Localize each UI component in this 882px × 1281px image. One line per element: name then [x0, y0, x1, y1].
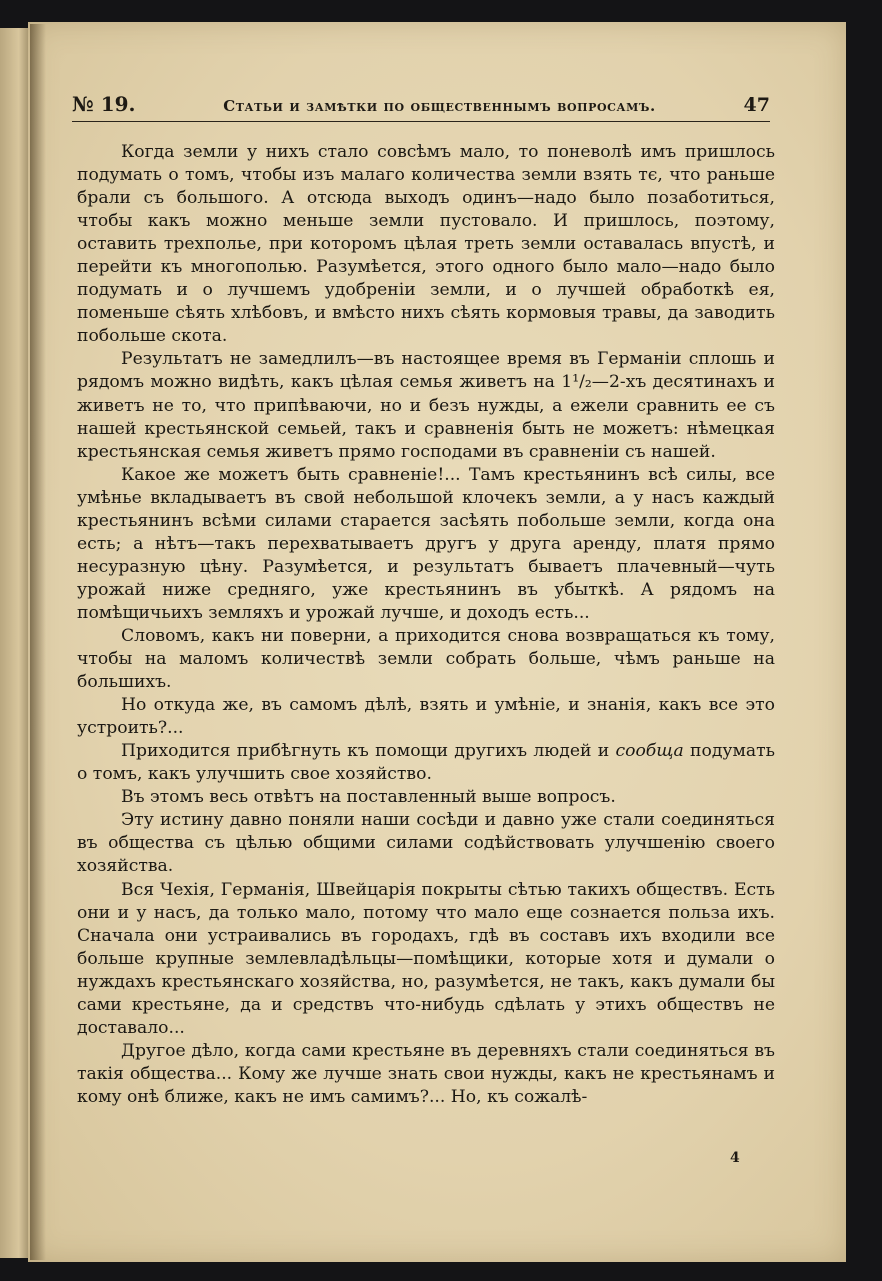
running-title: Статьи и замѣтки по общественнымъ вопросамъ. — [223, 97, 656, 115]
paragraph — [77, 740, 775, 786]
italic-word: сообща — [615, 741, 684, 762]
running-header — [72, 92, 770, 122]
paragraph: Какое же можетъ быть сравненіе!... Тамъ крестьянинъ всѣ силы, все умѣнье вкладываетъ въ свой небольшой клочекъ земли, а у насъ каждый крестьянинъ всѣми силами старается засѣять побольше земли, когда она есть; а нѣтъ—такъ перехватываетъ другъ у друга аренду, платя прямо несуразную цѣну. Разумѣется, и результатъ бываетъ плачевный—чуть урожай ниже средняго, уже крестьянинъ въ убыткѣ. А рядомъ на помѣщичьихъ земляхъ и урожай лучше, и доходъ есть... — [77, 464, 775, 623]
paragraph: Вся Чехія, Германія, Швейцарія покрыты сѣтью такихъ обществъ. Есть они и у насъ, да только мало, потому что мало еще сознается польза ихъ. Сначала они устраивались въ городахъ, гдѣ въ составъ ихъ входили все больше крупные землевладѣльцы—помѣщики, которые хотя и думали о нуждахъ крестьянскаго хозяйства, но, разумѣется, не такъ, какъ думали бы сами крестьяне, да и средствъ что-нибудь сдѣлать у этихъ обществъ не доставало... — [77, 879, 775, 1038]
header-rule — [72, 121, 770, 122]
paragraph: Когда земли у нихъ стало совсѣмъ мало, то поневолѣ имъ пришлось подумать о томъ, чтобы изъ малаго количества земли взять тє, что раньше брали съ большого. А отсюда выходъ одинъ—надо было позаботиться, чтобы какъ можно меньше земли пустовало. И пришлось, поэтому, оставить трехполье, при которомъ цѣлая треть земли оставалась впустѣ, и перейти къ многополью. Разумѣется, этого одного было мало—надо было подумать и о лучшемъ удобреніи земли, и о лучшей обработкѣ ея, поменьше сѣять хлѣбовъ, и вмѣсто нихъ сѣять кормовыя травы, да заводить побольше скота. — [77, 142, 775, 347]
paragraph: Но откуда же, въ самомъ дѣлѣ, взять и умѣніе, и знанія, какъ все это устроить?... — [77, 695, 775, 739]
signature-mark: 4 — [730, 1150, 740, 1166]
spine-shadow — [30, 24, 46, 1260]
paragraph: Словомъ, какъ ни поверни, а приходится снова возвращаться къ тому, чтобы на маломъ количествѣ земли собрать больше, чѣмъ раньше на большихъ. — [77, 625, 775, 693]
paragraph: Результатъ не замедлилъ—въ настоящее время въ Германіи сплошь и рядомъ можно видѣть, какъ цѣлая семья живетъ на 1¹/₂—2-хъ десятинахъ и живетъ не то, что припѣваючи, но и безъ нужды, а ежели сравнить ее съ нашей крестьянской семьей, такъ и сравненія быть не можетъ: нѣмецкая крестьянская семья живетъ прямо господами въ сравненіи съ нашей. — [77, 349, 775, 462]
issue-number: № 19. — [72, 92, 136, 116]
body-text — [77, 141, 775, 1109]
page-number: 47 — [743, 94, 770, 116]
paragraph: Въ этомъ весь отвѣтъ на поставленный выше вопросъ. — [121, 787, 616, 808]
paragraph: Другое дѣло, когда сами крестьяне въ деревняхъ стали соединяться въ такія общества... Кому же лучше знать свои нужды, какъ не крестьянамъ и кому онѣ ближе, какъ не имъ самимъ?... Но, къ сожалѣ- — [77, 1040, 775, 1107]
text-run: Приходится прибѣгнуть къ помощи другихъ людей и — [121, 741, 616, 762]
text-run: подумать о томъ, какъ улучшить свое хозяйство. — [77, 741, 775, 785]
paragraph: Эту истину давно поняли наши сосѣди и давно уже стали соединяться въ общества съ цѣлью общими силами содѣйствовать улучшенію своего хозяйства. — [77, 810, 775, 877]
